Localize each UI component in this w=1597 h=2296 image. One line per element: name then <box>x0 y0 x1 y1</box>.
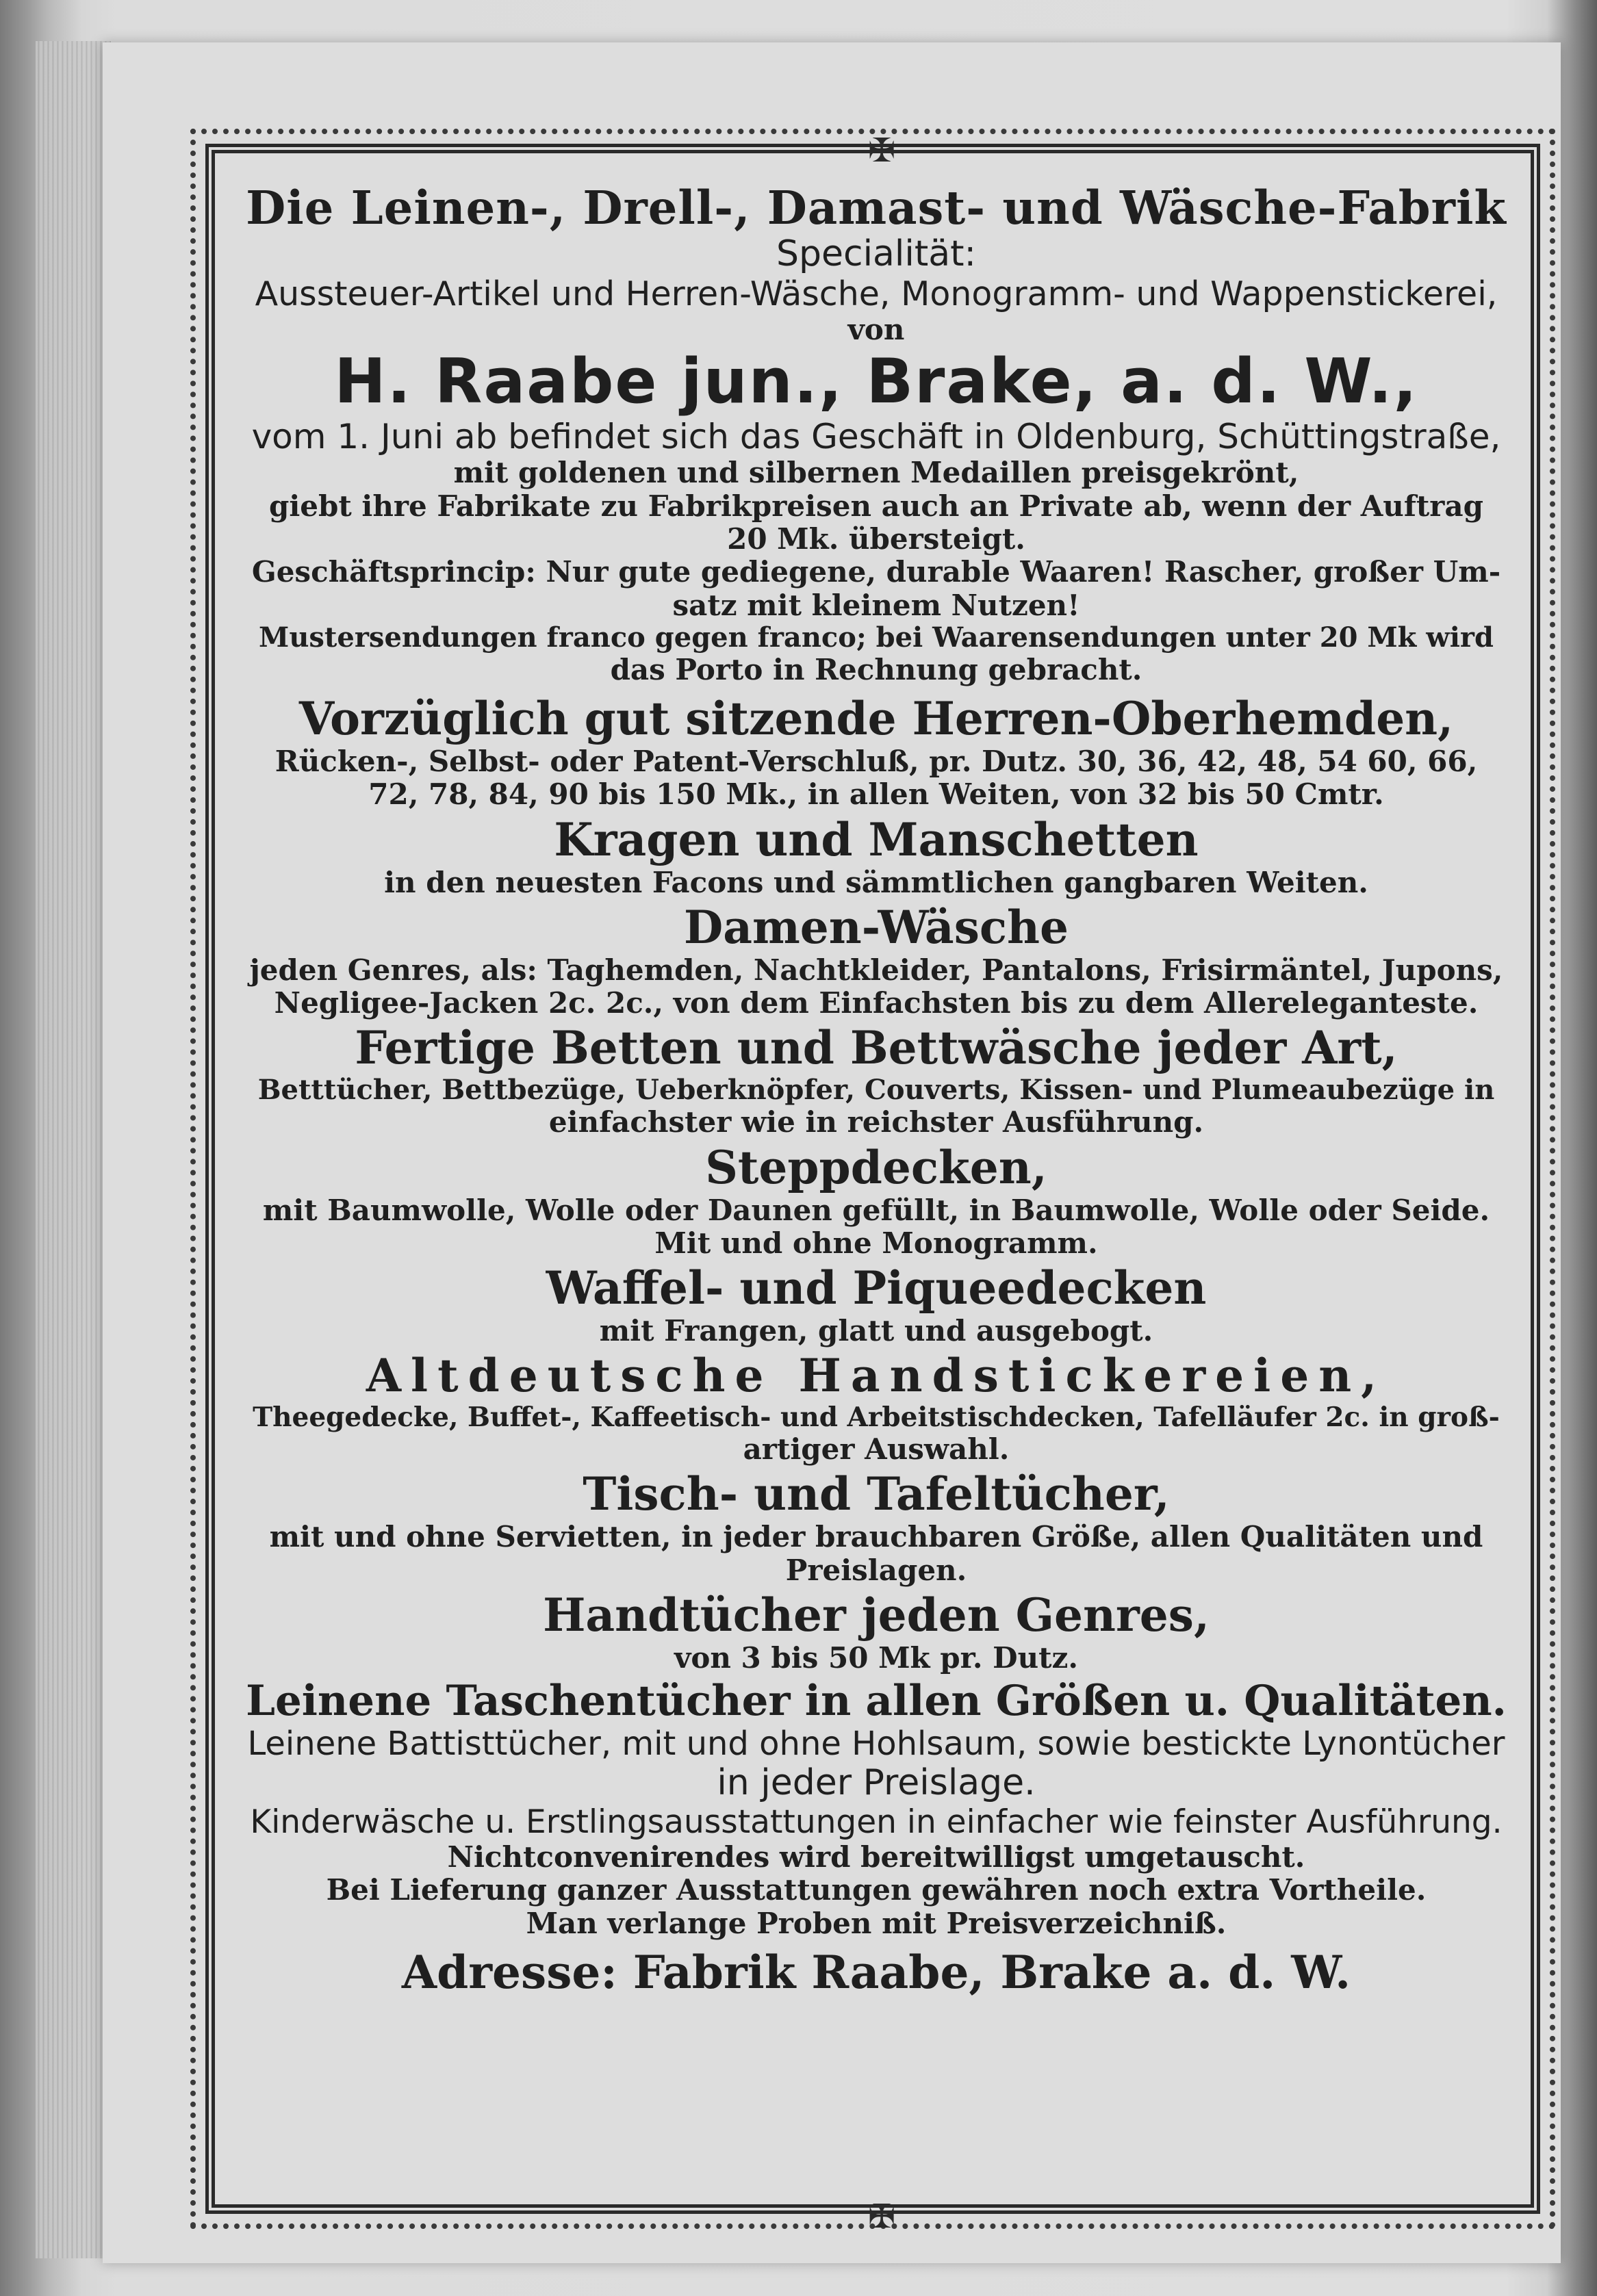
section-heading-ladies: Damen-Wäsche <box>683 900 1069 954</box>
towels-text: von 3 bis 50 Mk pr. Dutz. <box>674 1640 1078 1675</box>
samples-text: Man verlange Proben mit Preisverzeichniß. <box>526 1906 1227 1940</box>
section-heading-shirts: Vorzüglich gut sitzende Herren-Oberhemden, <box>298 692 1454 746</box>
quilts-text: mit Baumwolle, Wolle oder Daunen gefüllt, in Baumwolle, Wolle oder Seide. <box>262 1193 1490 1227</box>
section-heading-waffle: Waffel- und Piqueedecken <box>546 1261 1207 1315</box>
shirts-text: Rücken-, Selbst- oder Patent-Verschluß, pr. Dutz. 30, 36, 42, 48, 54 60, 66, <box>274 745 1478 779</box>
business-principle: Geschäftsprincip: Nur gute gediegene, durable Waaren! Rascher, großer Um- <box>251 555 1501 589</box>
von-label: von <box>847 313 905 347</box>
business-principle-cont: satz mit kleinem Nutzen! <box>672 588 1080 622</box>
specialty-text: Aussteuer-Artikel und Herren-Wäsche, Monogramm- und Wappenstickerei, <box>255 274 1498 313</box>
tablecloths-text-cont: Preislagen. <box>785 1553 967 1587</box>
section-heading-embroidery: Altdeutsche Handstickereien, <box>366 1349 1387 1403</box>
advertisement <box>233 181 1520 2193</box>
section-heading-handkerchiefs: Leinene Taschentücher in allen Größen u. Qualitäten. <box>246 1676 1507 1725</box>
section-heading-tablecloths: Tisch- und Tafeltücher, <box>583 1467 1170 1521</box>
medal-text: mit goldenen und silbernen Medaillen preisgekrönt, <box>453 456 1299 490</box>
cross-ornament-icon: ✠ <box>868 131 896 170</box>
address-line: Adresse: Fabrik Raabe, Brake a. d. W. <box>401 1946 1351 2000</box>
waffle-text: mit Frangen, glatt und ausgebogt. <box>599 1313 1153 1347</box>
embroidery-text-cont: artiger Auswahl. <box>743 1432 1010 1467</box>
bonus-text: Bei Lieferung ganzer Ausstattungen gewähren noch extra Vortheile. <box>326 1873 1427 1907</box>
private-sales-text-cont: 20 Mk. übersteigt. <box>727 522 1025 556</box>
exchange-text: Nichtconvenirendes wird bereitwilligst umgetauscht. <box>447 1840 1305 1874</box>
collars-text: in den neuesten Facons und sämmtlichen gangbaren Weiten. <box>384 865 1368 899</box>
sample-shipping-text: Mustersendungen franco gegen franco; bei Waarensendungen unter 20 Mk wird <box>259 621 1494 654</box>
childrens-wear-text: Kinderwäsche u. Erstlingsausstattungen in einfacher wie feinster Ausführung. <box>250 1803 1503 1842</box>
shirts-text-cont: 72, 78, 84, 90 bis 150 Mk., in allen Weiten, von 32 bis 50 Cmtr. <box>368 777 1384 812</box>
stacked-page-edges <box>36 41 111 2258</box>
section-heading-quilts: Steppdecken, <box>705 1140 1047 1194</box>
company-name: H. Raabe jun., Brake, a. d. W., <box>334 346 1418 418</box>
specialty-label: Specialität: <box>776 233 976 275</box>
section-heading-collars: Kragen und Manschetten <box>554 812 1199 866</box>
handkerchiefs-text-cont: in jeder Preislage. <box>717 1762 1036 1804</box>
tablecloths-text: mit und ohne Servietten, in jeder brauchbaren Größe, allen Qualitäten und <box>269 1520 1483 1554</box>
embroidery-text: Theegedecke, Buffet-, Kaffeetisch- und Arbeitstischdecken, Tafelläufer 2c. in groß- <box>253 1402 1500 1434</box>
handkerchiefs-text: Leinene Battisttücher, mit und ohne Hohlsaum, sowie bestickte Lynontücher <box>247 1725 1505 1764</box>
ladies-text-cont: Negligee-Jacken 2c. 2c., von dem Einfachsten bis zu dem Allereleganteste. <box>274 986 1479 1020</box>
beds-text: Betttücher, Bettbezüge, Ueberknöpfer, Couverts, Kissen- und Plumeaubezüge in <box>257 1074 1495 1107</box>
ladies-text: jeden Genres, als: Taghemden, Nachtkleider, Pantalons, Frisirmäntel, Jupons, <box>249 953 1503 987</box>
relocation-text: vom 1. Juni ab befindet sich das Geschäft in Oldenburg, Schüttingstraße, <box>251 416 1501 456</box>
section-heading-towels: Handtücher jeden Genres, <box>543 1588 1210 1642</box>
section-heading-beds: Fertige Betten und Bettwäsche jeder Art, <box>355 1021 1398 1075</box>
sample-shipping-text-cont: das Porto in Rechnung gebracht. <box>610 652 1142 686</box>
headline: Die Leinen-, Drell-, Damast- und Wäsche-Fabrik <box>246 181 1507 235</box>
private-sales-text: giebt ihre Fabrikate zu Fabrikpreisen auch an Private ab, wenn der Auftrag <box>268 489 1484 523</box>
cross-ornament-icon: ✠ <box>868 2197 896 2236</box>
beds-text-cont: einfachster wie in reichster Ausführung. <box>548 1105 1204 1139</box>
quilts-text-cont: Mit und ohne Monogramm. <box>654 1226 1098 1260</box>
